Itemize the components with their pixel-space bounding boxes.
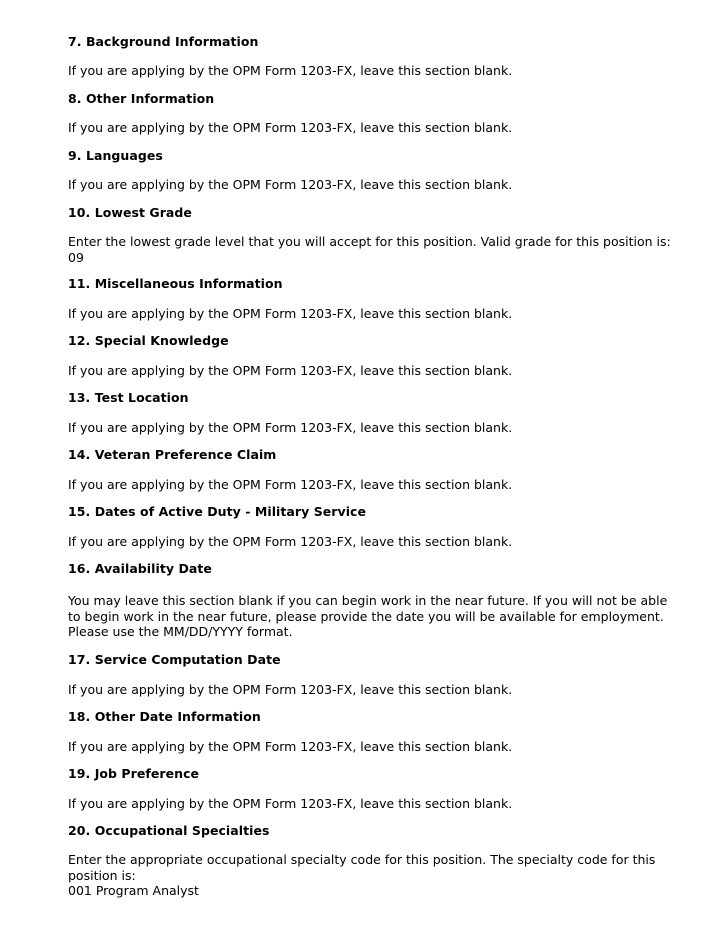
text-line: If you are applying by the OPM Form 1203-FX, leave this section blank. bbox=[68, 477, 513, 492]
section-text-test-location bbox=[68, 420, 668, 436]
text-line: position is: bbox=[68, 867, 136, 883]
text-line: If you are applying by the OPM Form 1203-FX, leave this section blank. bbox=[68, 682, 513, 697]
section-text-dates-of-active-duty bbox=[68, 534, 668, 550]
section-text-miscellaneous-information bbox=[68, 306, 668, 322]
section-text-veteran-preference-claim bbox=[68, 477, 668, 493]
text-line: If you are applying by the OPM Form 1203-FX, leave this section blank. bbox=[68, 177, 513, 192]
section-heading-special-knowledge: 12. Special Knowledge bbox=[68, 333, 229, 348]
section-heading-languages: 9. Languages bbox=[68, 148, 163, 163]
section-text-service-computation-date bbox=[68, 682, 668, 698]
section-heading-other-date-information: 18. Other Date Information bbox=[68, 709, 261, 724]
text-line: Please use the MM/DD/YYYY format. bbox=[68, 624, 293, 639]
text-line: If you are applying by the OPM Form 1203-FX, leave this section blank. bbox=[68, 420, 513, 435]
section-heading-service-computation-date: 17. Service Computation Date bbox=[68, 652, 281, 667]
section-text-job-preference bbox=[68, 796, 668, 812]
section-heading-veteran-preference-claim: 14. Veteran Preference Claim bbox=[68, 447, 277, 462]
text-line: to begin work in the near future, please provide the date you will be available for employment. bbox=[68, 608, 664, 624]
section-heading-dates-of-active-duty: 15. Dates of Active Duty - Military Service bbox=[68, 504, 367, 519]
section-heading-lowest-grade: 10. Lowest Grade bbox=[68, 205, 192, 220]
text-line: If you are applying by the OPM Form 1203-FX, leave this section blank. bbox=[68, 534, 513, 549]
text-line: 001 Program Analyst bbox=[68, 883, 199, 898]
section-text-lowest-grade bbox=[68, 234, 671, 265]
section-text-availability-date bbox=[68, 593, 668, 640]
section-heading-background-information: 7. Background Information bbox=[68, 34, 259, 49]
section-text-other-date-information bbox=[68, 739, 668, 755]
section-heading-availability-date: 16. Availability Date bbox=[68, 561, 212, 576]
text-line: If you are applying by the OPM Form 1203-FX, leave this section blank. bbox=[68, 120, 513, 135]
section-text-languages bbox=[68, 177, 668, 193]
text-line: Enter the appropriate occupational specialty code for this position. The specialty code for this bbox=[68, 852, 656, 867]
text-line: If you are applying by the OPM Form 1203-FX, leave this section blank. bbox=[68, 63, 513, 78]
section-heading-other-information: 8. Other Information bbox=[68, 91, 215, 106]
text-line: Enter the lowest grade level that you will accept for this position. Valid grade for this position is: bbox=[68, 234, 671, 249]
section-text-background-information bbox=[68, 63, 668, 79]
section-heading-job-preference: 19. Job Preference bbox=[68, 766, 200, 781]
section-text-occupational-specialties bbox=[68, 852, 668, 899]
text-line: If you are applying by the OPM Form 1203-FX, leave this section blank. bbox=[68, 306, 513, 321]
section-text-special-knowledge bbox=[68, 363, 668, 379]
text-line: If you are applying by the OPM Form 1203-FX, leave this section blank. bbox=[68, 796, 513, 811]
section-heading-occupational-specialties: 20. Occupational Specialties bbox=[68, 823, 270, 838]
section-text-other-information bbox=[68, 120, 668, 136]
text-line: If you are applying by the OPM Form 1203-FX, leave this section blank. bbox=[68, 739, 513, 754]
text-line: You may leave this section blank if you can begin work in the near future. If you will not be able bbox=[68, 593, 668, 608]
section-heading-miscellaneous-information: 11. Miscellaneous Information bbox=[68, 276, 283, 291]
section-heading-test-location: 13. Test Location bbox=[68, 390, 189, 405]
text-line: 09 bbox=[68, 249, 84, 265]
text-line: If you are applying by the OPM Form 1203-FX, leave this section blank. bbox=[68, 363, 513, 378]
